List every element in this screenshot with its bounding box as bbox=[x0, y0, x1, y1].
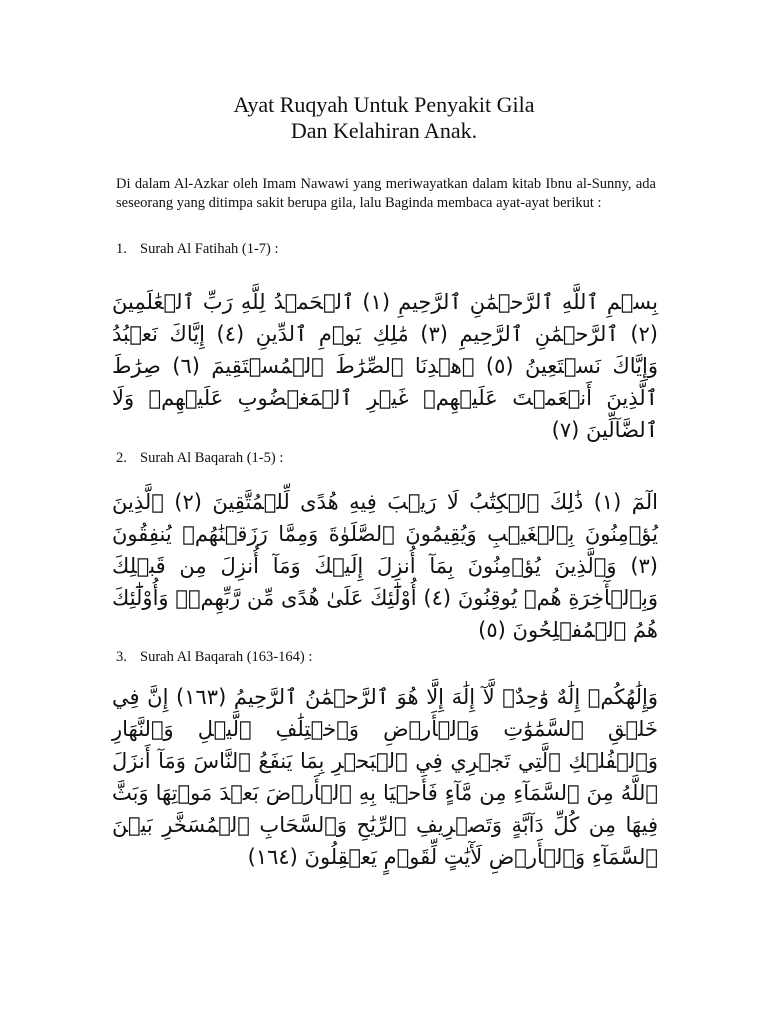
section-label: Surah Al Baqarah (1-5) : bbox=[140, 450, 284, 466]
section-heading-baqarah-1-5 bbox=[116, 449, 283, 467]
intro-paragraph: Di dalam Al-Azkar oleh Imam Nawawi yang meriwayatkan dalam kitab Ibnu al-Sunny, ada seseorang yang ditimpa sakit berupa gila, lalu Baginda membaca ayat-ayat berikut : bbox=[116, 176, 656, 211]
section-heading-fatihah bbox=[116, 240, 279, 258]
section-number: 1. bbox=[116, 241, 127, 257]
section-number: 2. bbox=[116, 450, 127, 466]
arabic-verses-baqarah-163-164: وَإِلَٰهُكُمۡ إِلَٰهٌ وَٰحِدٌۖ لَّآ إِلَٰهَ إِلَّا هُوَ ٱلرَّحۡمَٰنُ ٱلرَّحِيمُ (١٦٣) إِنَّ فِي خَلۡقِ ٱلسَّمَٰوَٰتِ وَٱلۡأَرۡضِ وَٱخۡتِلَٰفِ ٱلَّيۡلِ وَٱلنَّهَارِ وَٱلۡفُلۡكِ ٱلَّتِي تَجۡرِي فِي ٱلۡبَحۡرِ بِمَا يَنفَعُ ٱلنَّاسَ وَمَآ أَنزَلَ ٱللَّهُ مِنَ ٱلسَّمَآءِ مِن مَّآءٍ فَأَحۡيَا بِهِ ٱلۡأَرۡضَ بَعۡدَ مَوۡتِهَا وَبَثَّ فِيهَا مِن كُلِّ دَآبَّةٍ وَتَصۡرِيفِ ٱلرِّيَٰحِ وَٱلسَّحَابِ ٱلۡمُسَخَّرِ بَيۡنَ ٱلسَّمَآءِ وَٱلۡأَرۡضِ لَأٓيَٰتٍ لِّقَوۡمٍ يَعۡقِلُونَ (١٦٤) bbox=[112, 685, 658, 869]
section-label: Surah Al Fatihah (1-7) : bbox=[140, 241, 279, 257]
arabic-verses-fatihah: بِسۡمِ ٱللَّهِ ٱلرَّحۡمَٰنِ ٱلرَّحِيمِ (١) ٱلۡحَمۡدُ لِلَّهِ رَبِّ ٱلۡعَٰلَمِينَ (٢) ٱلرَّحۡمَٰنِ ٱلرَّحِيمِ (٣) مَٰلِكِ يَوۡمِ ٱلدِّينِ (٤) إِيَّاكَ نَعۡبُدُ وَإِيَّاكَ نَسۡتَعِينُ (٥) ٱهۡدِنَا ٱلصِّرَٰطَ ٱلۡمُسۡتَقِيمَ (٦) صِرَٰطَ ٱلَّذِينَ أَنۡعَمۡتَ عَلَيۡهِمۡ غَيۡرِ ٱلۡمَغۡضُوبِ عَلَيۡهِمۡ وَلَا ٱلضَّآلِّينَ (٧) bbox=[112, 290, 658, 442]
section-label: Surah Al Baqarah (163-164) : bbox=[140, 649, 313, 665]
section-heading-baqarah-163-164 bbox=[116, 648, 312, 666]
title-line-2: Dan Kelahiran Anak. bbox=[290, 118, 478, 143]
title-line-1: Ayat Ruqyah Untuk Penyakit Gila bbox=[233, 92, 535, 117]
document-title bbox=[0, 92, 768, 144]
section-number: 3. bbox=[116, 649, 127, 665]
arabic-verses-baqarah-1-5: الٓمٓ (١) ذَٰلِكَ ٱلۡكِتَٰبُ لَا رَيۡبَ فِيهِ هُدًى لِّلۡمُتَّقِينَ (٢) ٱلَّذِينَ يُؤۡمِنُونَ بِٱلۡغَيۡبِ وَيُقِيمُونَ ٱلصَّلَوٰةَ وَمِمَّا رَزَقۡنَٰهُمۡ يُنفِقُونَ (٣) وَٱلَّذِينَ يُؤۡمِنُونَ بِمَآ أُنزِلَ إِلَيۡكَ وَمَآ أُنزِلَ مِن قَبۡلِكَ وَبِٱلۡأٓخِرَةِ هُمۡ يُوقِنُونَ (٤) أُوْلَٰٓئِكَ عَلَىٰ هُدًى مِّن رَّبِّهِمۡۖ وَأُوْلَٰٓئِكَ هُمُ ٱلۡمُفۡلِحُونَ (٥) bbox=[112, 490, 658, 642]
